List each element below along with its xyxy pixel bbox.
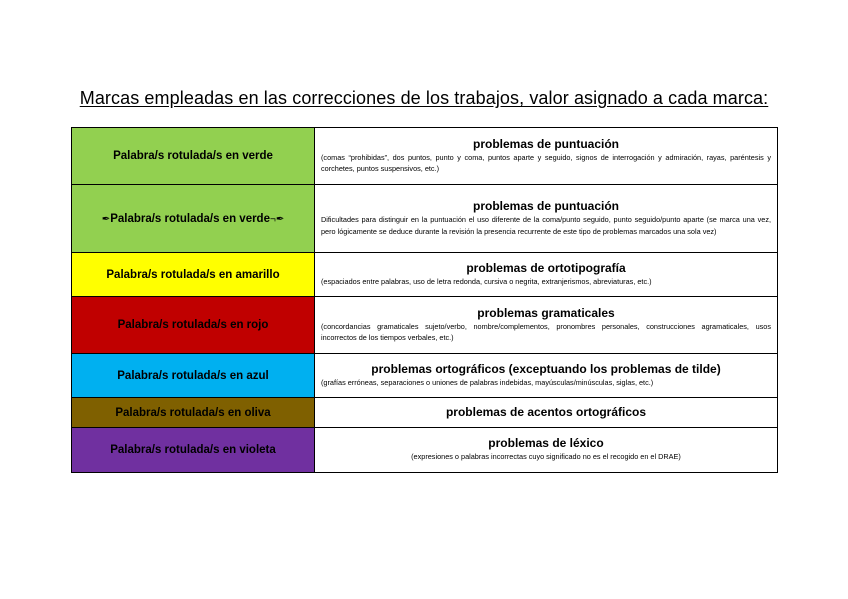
problem-title: problemas ortográficos (exceptuando los problemas de tilde) <box>371 361 721 376</box>
problem-detail: Dificultades para distinguir en la puntuación el uso diferente de la coma/punto seguido, punto seguido/punto aparte (se marca una vez, pero lógicamente se deduce durante la revisión la presencia recurrente de este tipo de problemas marcados una sola vez) <box>321 215 771 236</box>
mark-description-cell <box>315 128 778 185</box>
mark-color-cell-green-bracketed <box>72 185 315 253</box>
table-row <box>72 398 778 428</box>
problem-title: problemas de ortotipografía <box>466 260 626 275</box>
mark-label: Palabra/s rotulada/s en oliva <box>115 406 271 419</box>
table-row <box>72 297 778 354</box>
problem-title: problemas gramaticales <box>477 305 615 320</box>
table-row <box>72 185 778 253</box>
mark-color-cell-blue <box>72 354 315 398</box>
mark-description-cell <box>315 185 778 253</box>
table-row <box>72 354 778 398</box>
table-row <box>72 428 778 473</box>
problem-detail: (grafías erróneas, separaciones o uniones de palabras indebidas, mayúsculas/minúsculas, siglas, etc.) <box>321 377 654 387</box>
pen-mark-open-icon: ✒ <box>101 213 111 225</box>
problem-detail: (comas “prohibidas”, dos puntos, punto y coma, puntos aparte y seguido, signos de interrogación y admiración, rayas, paréntesis y corchetes, puntos suspensivos, etc.) <box>321 152 771 173</box>
mark-color-cell-violet <box>72 428 315 473</box>
mark-color-cell-green <box>72 128 315 185</box>
mark-label: Palabra/s rotulada/s en azul <box>117 369 269 382</box>
mark-label: Palabra/s rotulada/s en verde <box>113 150 273 162</box>
mark-color-cell-olive <box>72 398 315 428</box>
mark-label: Palabra/s rotulada/s en verde <box>110 212 270 225</box>
table-row <box>72 253 778 297</box>
mark-description-cell <box>315 398 778 428</box>
mark-color-cell-yellow <box>72 253 315 297</box>
problem-title: problemas de puntuación <box>472 199 619 213</box>
mark-description-cell <box>315 354 778 398</box>
problem-detail: (espaciados entre palabras, uso de letra redonda, cursiva o negrita, extranjerismos, abreviaturas, etc.) <box>321 276 652 286</box>
mark-label: Palabra/s rotulada/s en violeta <box>110 444 276 456</box>
mark-description-cell <box>315 428 778 473</box>
problem-title: problemas de acentos ortográficos <box>445 404 647 419</box>
mark-description-cell <box>315 253 778 297</box>
problem-detail: (expresiones o palabras incorrectas cuyo significado no es el recogido en el DRAE) <box>411 452 681 462</box>
marks-table <box>71 127 778 473</box>
mark-description-cell <box>315 297 778 354</box>
page-title: Marcas empleadas en las correcciones de los trabajos, valor asignado a cada marca: <box>79 88 769 108</box>
problem-title: problemas de puntuación <box>472 136 619 151</box>
table-row <box>72 128 778 185</box>
mark-label: Palabra/s rotulada/s en amarillo <box>106 268 280 281</box>
mark-color-cell-red <box>72 297 315 354</box>
problem-detail: (concordancias gramaticales sujeto/verbo, nombre/complementos, pronombres personales, construcciones agramaticales, usos incorrectos de los tiempos verbales, etc.) <box>321 321 771 342</box>
problem-title: problemas de léxico <box>488 436 604 451</box>
mark-label: Palabra/s rotulada/s en rojo <box>117 319 269 331</box>
pen-mark-close-icon: ¬✒ <box>269 213 285 225</box>
